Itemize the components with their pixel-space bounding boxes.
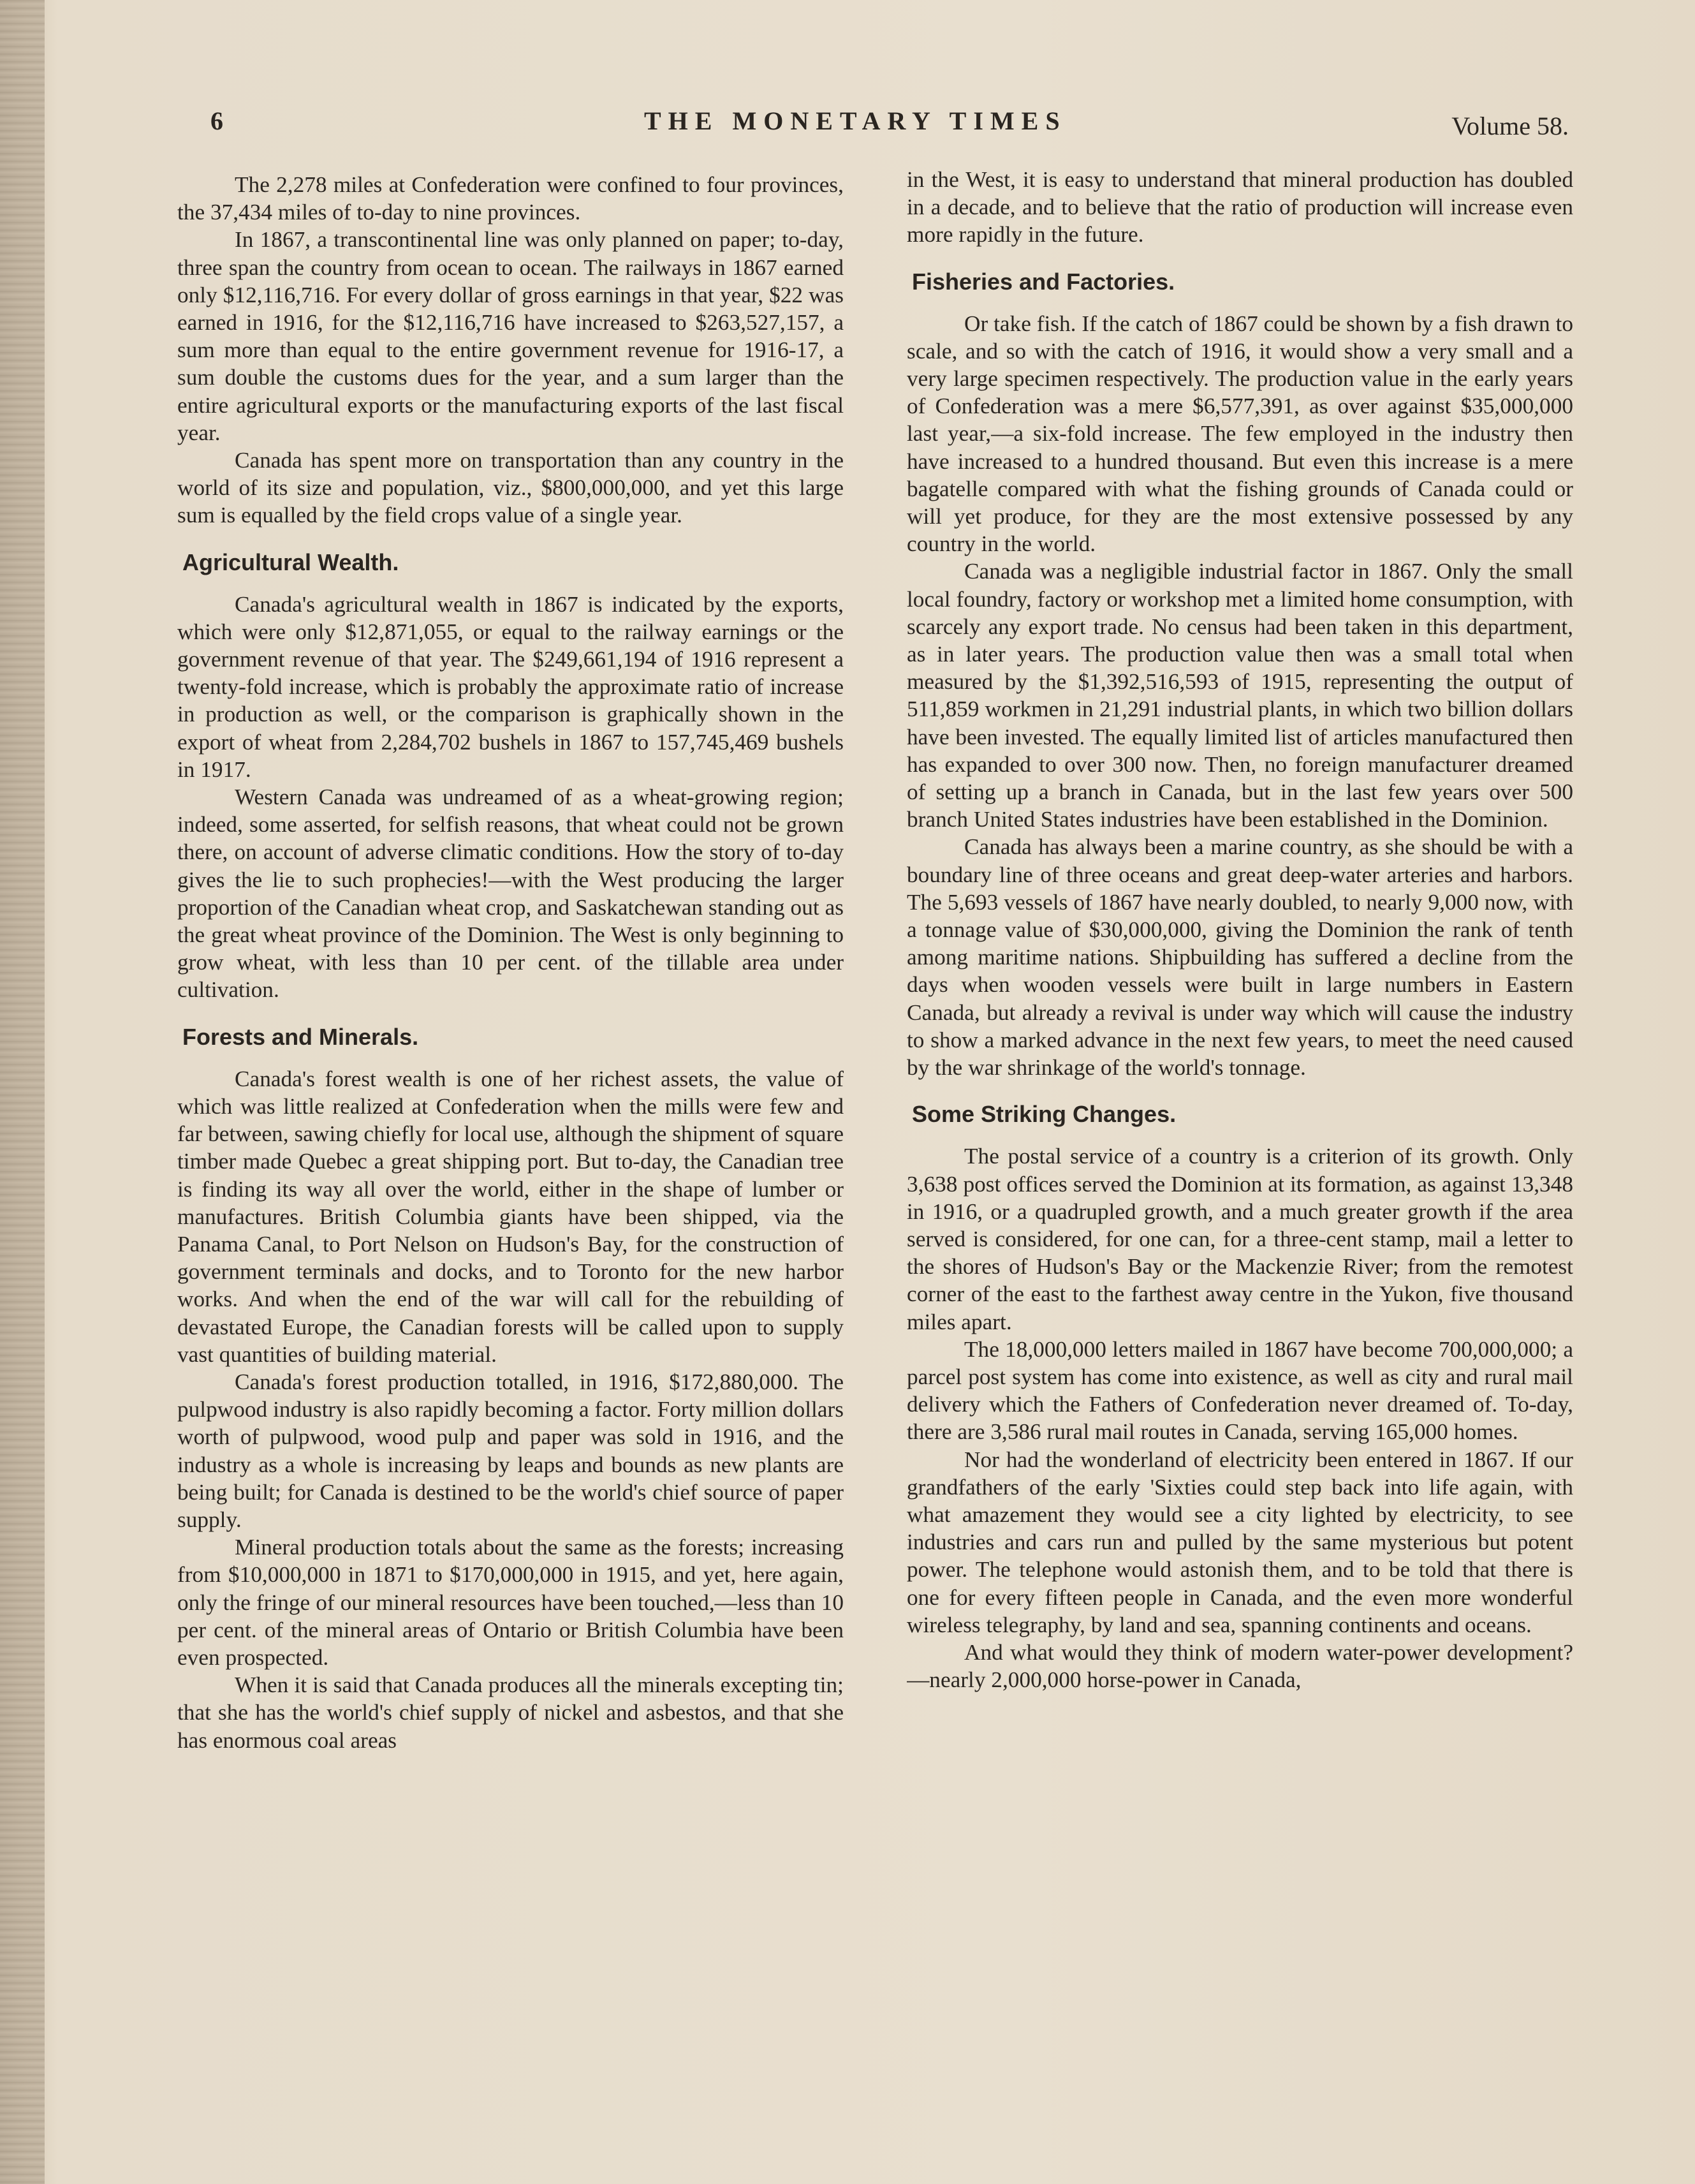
paragraph: Canada was a negligible industrial factor in 1867. Only the small local foundry, factory or workshop met a limited home consumption, with scarcely any export trade. No census had been taken in this department, as in later years. The production value then was a small total when measured by the $1,392,516,593 of 1915, representing the output of 511,859 workmen in 21,291 industrial plants, in which two billion dollars have been invested. The equally limited list of articles manufactured then has expanded to over 300 now. Then, no foreign manufacturer dreamed of setting up a branch in Canada, but in the last few years over 500 branch United States industries have been established in the Dominion. bbox=[907, 559, 1573, 832]
paragraph: And what would they think of modern water-power development?—nearly 2,000,000 horse-power in Canada, bbox=[907, 1639, 1573, 1693]
paragraph: Canada has always been a marine country, as she should be with a boundary line of three oceans and great deep-water arteries and harbors. The 5,693 vessels of 1867 have nearly doubled, to nearly 9,000 now, with a tonnage value of $30,000,000, giving the Dominion the rank of tenth among maritime nations. Shipbuilding has suffered a decline from the days when wooden vessels were built in large numbers in Eastern Canada, but already a revival is under way which will cause the industry to show a marked advance in the next few years, to meet the need caused by the war shrinkage of the world's tonnage. bbox=[907, 834, 1573, 1081]
section-heading-agricultural-wealth: Agricultural Wealth. bbox=[182, 549, 399, 575]
masthead-title: THE MONETARY TIMES bbox=[644, 107, 1067, 135]
section-heading-fisheries-and-factories: Fisheries and Factories. bbox=[912, 268, 1175, 295]
paragraph: Or take fish. If the catch of 1867 could be shown by a fish drawn to scale, and so with the catch of 1916, it would show a very small and a very large specimen respectively. The production value in the early years of Confederation was a mere $6,577,391, as over against $35,000,000 last year,—a six-fold increase. The few employed in the industry then have increased to a hundred thousand. But even this increase is a mere bagatelle compared with what the fishing grounds of Canada could or will yet produce, for they are the most extensive possessed by any country in the world. bbox=[907, 311, 1573, 557]
page-number: 6 bbox=[210, 107, 223, 135]
paragraph: Canada has spent more on transportation than any country in the world of its size and population, viz., $800,000,000, and yet this large sum is equalled by the field crops value of a single year. bbox=[177, 448, 844, 528]
volume-label: Volume 58. bbox=[1451, 112, 1569, 140]
section-heading-forests-and-minerals: Forests and Minerals. bbox=[182, 1023, 419, 1050]
paragraph: Nor had the wonderland of electricity been entered in 1867. If our grandfathers of the early 'Sixties could step back into life again, with what amazement they would see a city lighted by electricity, to see industries and cars run and pulled by the same mysterious but potent power. The telephone would astonish them, and to be told that there is one for every fifteen people in Canada, and the even more wonderful wireless telegraphy, by land and sea, spanning continents and oceans. bbox=[907, 1447, 1573, 1637]
paragraph: The 18,000,000 letters mailed in 1867 have become 700,000,000; a parcel post system has come into existence, as well as city and rural mail delivery which the Fathers of Confederation never dreamed of. To-day, there are 3,586 rural mail routes in Canada, serving 165,000 homes. bbox=[907, 1336, 1573, 1445]
right-column bbox=[907, 166, 1573, 2079]
paragraph: Western Canada was undreamed of as a wheat-growing region; indeed, some asserted, for selfish reasons, that wheat could not be grown there, on account of adverse climatic conditions. How the story of to-day gives the lie to such prophecies!—with the West producing the larger proportion of the Canadian wheat crop, and Saskatchewan standing out as the great wheat province of the Dominion. The West is only beginning to grow wheat, with less than 10 per cent. of the tillable area under cultivation. bbox=[177, 785, 844, 1003]
paragraph: When it is said that Canada produces all the minerals excepting tin; that she has the world's chief supply of nickel and asbestos, and that she has enormous coal areas bbox=[177, 1672, 844, 1753]
paragraph: In 1867, a transcontinental line was only planned on paper; to-day, three span the country from ocean to ocean. The railways in 1867 earned only $12,116,716. For every dollar of gross earnings in that year, $22 was earned in 1916, for the $12,116,716 have increased to $263,527,157, a sum more than equal to the entire government revenue for 1916-17, a sum double the customs dues for the year, and a sum larger than the entire agricultural exports or the manufacturing exports of the last fiscal year. bbox=[177, 227, 844, 445]
section-heading-some-striking-changes: Some Striking Changes. bbox=[912, 1101, 1177, 1128]
page-header bbox=[210, 102, 1569, 147]
paragraph: The 2,278 miles at Confederation were confined to four provinces, the 37,434 miles of to-day to nine provinces. bbox=[177, 172, 844, 225]
paragraph: Canada's forest production totalled, in 1916, $172,880,000. The pulpwood industry is also rapidly becoming a factor. Forty million dollars worth of pulpwood, wood pulp and paper was sold in 1916, and the industry as a whole is increasing by leaps and bounds as new plants are being built; for Canada is destined to be the world's chief source of paper supply. bbox=[177, 1369, 844, 1532]
paragraph: Canada's forest wealth is one of her richest assets, the value of which was little realized at Confederation when the mills were few and far between, sawing chiefly for local use, although the shipment of square timber made Quebec a great shipping port. But to-day, the Canadian tree is finding its way all over the world, either in the shape of lumber or manufactures. British Columbia giants have been shipped, via the Panama Canal, to Port Nelson on Hudson's Bay, for the construction of government terminals and docks, and to Toronto for the new harbor works. And when the end of the war will call for the rebuilding of devastated Europe, the Canadian forests will be called upon to supply vast quantities of building material. bbox=[177, 1066, 844, 1367]
paragraph: Canada's agricultural wealth in 1867 is indicated by the exports, which were only $12,871,055, or equal to the railway earnings or the government revenue of that year. The $249,661,194 of 1916 represent a twenty-fold increase, which is probably the approximate ratio of increase in production as well, or the comparison is graphically shown in the export of wheat from 2,284,702 bushels in 1867 to 157,745,469 bushels in 1917. bbox=[177, 591, 844, 782]
left-column bbox=[177, 171, 844, 2084]
page-binding-edge bbox=[0, 0, 45, 2184]
paragraph: The postal service of a country is a criterion of its growth. Only 3,638 post offices served the Dominion at its formation, as against 13,348 in 1916, or a quadrupled growth, and a much greater growth if the area served is considered, for one can, for a three-cent stamp, mail a letter to the shores of Hudson's Bay or the Mackenzie River; from the remotest corner of the east to the farthest away centre in the Yukon, five thousand miles apart. bbox=[907, 1144, 1573, 1334]
paragraph-continued: in the West, it is easy to understand that mineral production has doubled in a decade, and to believe that the ratio of production will increase even more rapidly in the future. bbox=[907, 167, 1573, 247]
paragraph: Mineral production totals about the same as the forests; increasing from $10,000,000 in 1871 to $170,000,000 in 1915, and yet, here again, only the fringe of our mineral resources have been touched,—less than 10 per cent. of the mineral areas of Ontario or British Columbia have been even prospected. bbox=[177, 1535, 844, 1670]
